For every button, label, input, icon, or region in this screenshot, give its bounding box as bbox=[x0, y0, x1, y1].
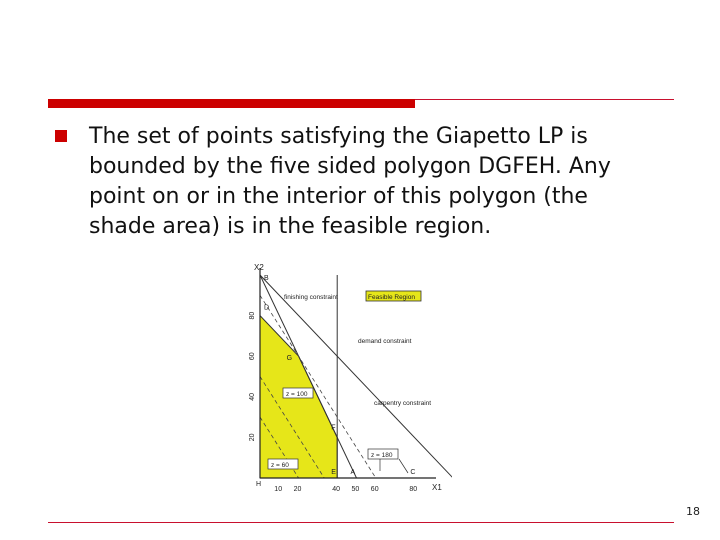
x-tick-label: 80 bbox=[409, 486, 418, 493]
y-tick-label: 80 bbox=[249, 311, 256, 320]
bullet-text-line: The set of points satisfying the Giapetto LP is bbox=[89, 124, 588, 149]
constraint-label: carpentry constraint bbox=[374, 400, 432, 407]
square-bullet-icon bbox=[55, 130, 67, 142]
x-tick-label: 60 bbox=[370, 486, 379, 493]
constraint-label: demand constraint bbox=[358, 338, 412, 345]
bottom-divider bbox=[48, 522, 674, 523]
x-tick-label: 50 bbox=[351, 486, 360, 493]
x-tick-label: 10 bbox=[274, 486, 283, 493]
bullet-text bbox=[89, 122, 689, 242]
origin-label: H bbox=[256, 481, 262, 488]
arrow bbox=[399, 459, 408, 473]
bullet-text-line: shade area) is in the feasible region. bbox=[89, 214, 492, 239]
bullet-text-line: point on or in the interior of this polygon (the bbox=[89, 184, 588, 209]
iso-profit-label: z = 180 bbox=[371, 452, 393, 459]
constraint-label: finishing constraint bbox=[284, 294, 338, 301]
y-tick-label: 60 bbox=[249, 352, 256, 361]
feasible-region-legend-label: Feasible Region bbox=[368, 294, 415, 301]
point-label-c: C bbox=[410, 469, 416, 476]
x-tick-label: 20 bbox=[293, 486, 302, 493]
point-label-d: D bbox=[264, 304, 270, 312]
top-divider-accent bbox=[48, 99, 415, 108]
point-label-a: A bbox=[350, 469, 356, 476]
y-axis-label: X2 bbox=[254, 263, 264, 272]
page-number: 18 bbox=[686, 505, 700, 518]
point-label-f: F bbox=[331, 424, 336, 432]
y-tick-label: 20 bbox=[249, 433, 256, 442]
y-tick-label: 40 bbox=[249, 392, 256, 401]
point-label-g: G bbox=[286, 355, 293, 363]
point-label-e: E bbox=[331, 469, 336, 476]
point-label-b: B bbox=[264, 275, 269, 282]
iso-profit-label: z = 60 bbox=[271, 462, 289, 469]
lp-graph bbox=[246, 258, 452, 494]
x-tick-label: 40 bbox=[332, 486, 340, 493]
iso-profit-label: z = 100 bbox=[286, 391, 308, 398]
x-axis-label: X1 bbox=[432, 483, 442, 492]
bullet-text-line: bounded by the five sided polygon DGFEH. Any bbox=[89, 154, 611, 179]
